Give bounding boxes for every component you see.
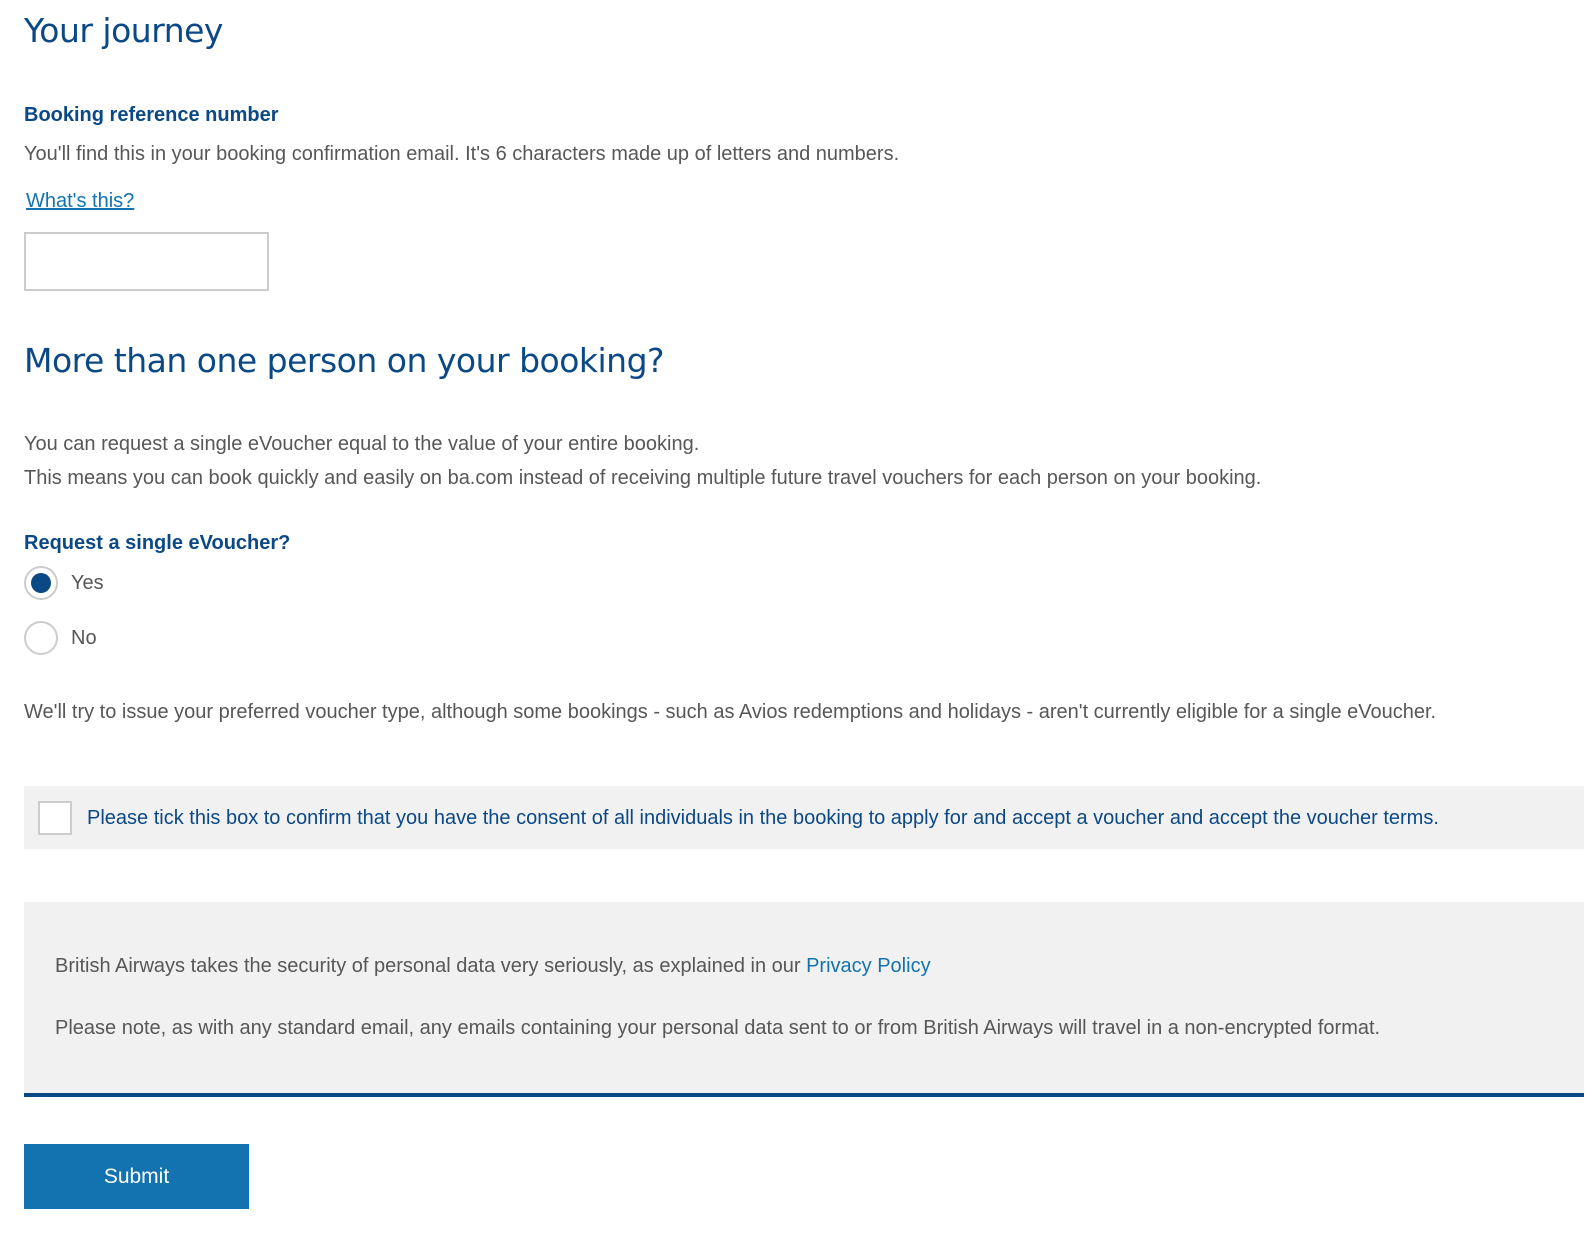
privacy-notice-panel bbox=[24, 902, 1584, 1097]
single-evoucher-question: Request a single eVoucher? bbox=[24, 532, 291, 554]
radio-label-yes: Yes bbox=[71, 572, 104, 594]
consent-checkbox[interactable] bbox=[38, 801, 72, 835]
radio-option-yes[interactable] bbox=[24, 566, 104, 600]
privacy-statement-text: British Airways takes the security of personal data very seriously, as explained in our bbox=[55, 955, 807, 977]
consent-text: Please tick this box to confirm that you have the consent of all individuals in the booking to apply for and accept a voucher and accept the voucher terms. bbox=[87, 806, 1439, 829]
radio-option-no[interactable] bbox=[24, 621, 97, 655]
privacy-statement bbox=[55, 956, 931, 976]
encryption-notice: Please note, as with any standard email, any emails containing your personal data sent to or from British Airways will travel in a non-encrypted format. bbox=[55, 1017, 1381, 1039]
submit-button[interactable]: Submit bbox=[24, 1144, 249, 1209]
whats-this-link[interactable]: What's this? bbox=[26, 190, 135, 212]
single-evoucher-description-1: You can request a single eVoucher equal to the value of your entire booking. bbox=[24, 433, 700, 455]
radio-button-yes[interactable] bbox=[24, 566, 58, 600]
single-evoucher-description-2: This means you can book quickly and easily on ba.com instead of receiving multiple future travel vouchers for each person on your booking. bbox=[24, 467, 1262, 489]
booking-reference-help-text: You'll find this in your booking confirmation email. It's 6 characters made up of letters and numbers. bbox=[24, 143, 900, 165]
multi-person-title: More than one person on your booking? bbox=[24, 341, 665, 380]
radio-button-no[interactable] bbox=[24, 621, 58, 655]
consent-panel bbox=[24, 786, 1584, 849]
journey-title: Your journey bbox=[24, 11, 223, 50]
radio-label-no: No bbox=[71, 627, 97, 649]
privacy-policy-link[interactable]: Privacy Policy bbox=[806, 955, 931, 977]
booking-reference-label: Booking reference number bbox=[24, 104, 279, 126]
booking-reference-input[interactable] bbox=[24, 232, 269, 291]
voucher-eligibility-note: We'll try to issue your preferred voucher type, although some bookings - such as Avios redemptions and holidays - aren't currently eligible for a single eVoucher. bbox=[24, 701, 1437, 723]
